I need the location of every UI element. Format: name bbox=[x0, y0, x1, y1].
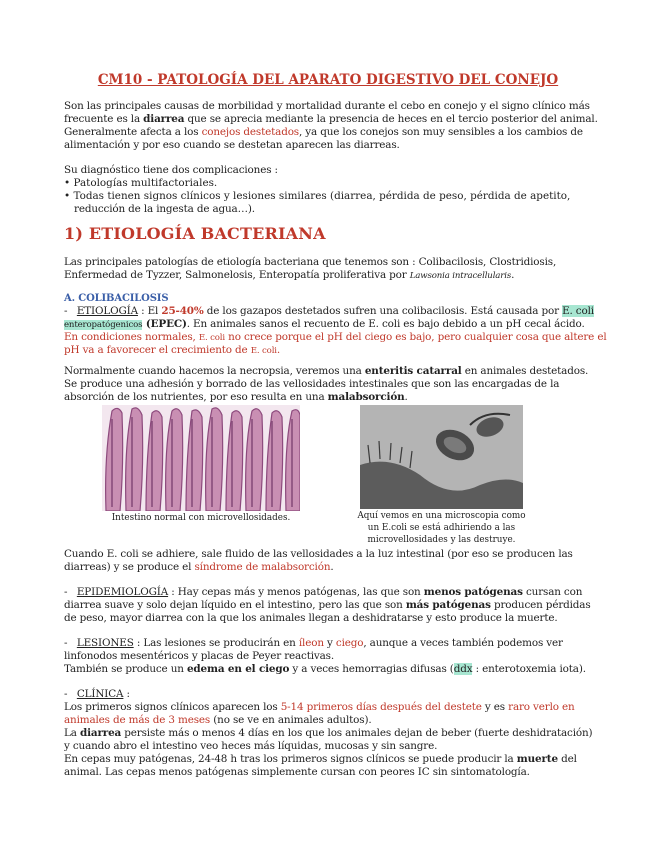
etiologia-line-3: En condiciones normales, E. coli no crece porque el pH del ciego es bajo, pero cualquier cosa que altere el bbox=[64, 331, 607, 343]
subsection-colibacilosis: A. COLIBACILOSIS bbox=[64, 293, 169, 304]
lesiones-line-1: - LESIONES : Las lesiones se producirán en íleon y ciego, aunque a veces también podemos ver bbox=[64, 637, 563, 649]
necropsia-line-2: Se produce una adhesión y borrado de las vellosidades intestinales que son las encargadas de la bbox=[64, 378, 560, 390]
lesiones-line-3: También se produce un edema en el ciego y a veces hemorragias difusas (ddx : enterotoxemia iota). bbox=[64, 663, 586, 675]
adhesion-line-1: Cuando E. coli se adhiere, sale fluido de las vellosidades a la luz intestinal (por eso se producen las bbox=[64, 548, 573, 560]
clinica-line-2: animales de más de 3 meses (no se ve en animales adultos). bbox=[64, 714, 372, 726]
etiologia-label: ETIOLOGÍA bbox=[76, 305, 138, 317]
etiologia-line-1: - ETIOLOGÍA : El 25-40% de los gazapos destetados sufren una colibacilosis. Está causada por E. coli bbox=[64, 305, 594, 317]
etiologia-line-4: pH va a favorecer el crecimiento de E. coli. bbox=[64, 344, 281, 356]
diagnosis-bullet-1: • Patologías multifactoriales. bbox=[64, 177, 218, 189]
intro-line-3: Generalmente afecta a los conejos destetados, ya que los conejos son muy sensibles a los cambios de bbox=[64, 126, 583, 138]
clinica-line-1: Los primeros signos clínicos aparecen los 5-14 primeros días después del destete y es raro verlo en bbox=[64, 701, 575, 713]
necropsia-line-1: Normalmente cuando hacemos la necropsia, veremos una enteritis catarral en animales destetados. bbox=[64, 365, 589, 377]
diagnosis-intro: Su diagnóstico tiene dos complicaciones : bbox=[64, 164, 278, 176]
figure-2-caption-1: Aquí vemos en una microscopia como bbox=[357, 511, 526, 521]
figure-2-caption-3: microvellosidades y las destruye. bbox=[367, 535, 516, 545]
intro-line-2: frecuente es la diarrea que se aprecia mediante la presencia de heces en el tercio posterior del animal. bbox=[64, 113, 598, 125]
intro-line-4: alimentación y por eso cuando se destetan aparecen las diarreas. bbox=[64, 139, 400, 151]
intro-line-1: Son las principales causas de morbilidad y mortalidad durante el cebo en conejo y el signo clínico más bbox=[64, 100, 590, 112]
diagnosis-bullet-2: • Todas tienen signos clínicos y lesiones similares (diarrea, pérdida de peso, pérdida de apetito, bbox=[64, 190, 571, 202]
section-heading-etiologia-bacteriana: 1) ETIOLOGÍA BACTERIANA bbox=[64, 224, 326, 243]
lesiones-label: LESIONES bbox=[76, 637, 134, 649]
etio-intro-line-1: Las principales patologías de etiología bacteriana que tenemos son : Colibacilosis, Clostridiosis, bbox=[64, 256, 557, 268]
epidemiologia-line-3: de peso, mayor diarrea con la que los animales llegan a deshidratarse y esto produce la muerte. bbox=[64, 612, 558, 624]
diagnosis-bullet-2-cont: reducción de la ingesta de agua…). bbox=[74, 203, 255, 215]
histology-villi-image bbox=[102, 405, 300, 511]
epidemiologia-label: EPIDEMIOLOGÍA bbox=[76, 586, 169, 598]
etio-intro-line-2: Enfermedad de Tyzzer, Salmonelosis, Enteropatía proliferativa por Lawsonia intracellularis. bbox=[64, 269, 515, 281]
clinica-heading: - CLÍNICA : bbox=[64, 688, 130, 700]
electron-microscopy-image bbox=[360, 405, 523, 509]
etiologia-line-2: enteropatógenicos (EPEC). En animales sanos el recuento de E. coli es bajo debido a un pH cecal ácido. bbox=[64, 318, 585, 330]
figure-2-caption-2: un E.coli se está adhiriendo a las bbox=[367, 523, 516, 533]
figure-1-caption: Intestino normal con microvellosidades. bbox=[111, 513, 291, 523]
epidemiologia-line-2: diarrea suave y solo dejan líquido en el intestino, pero las que son más patógenas producen pérdidas bbox=[64, 599, 591, 611]
clinica-line-5: En cepas muy patógenas, 24-48 h tras los primeros signos clínicos se puede producir la muerte del bbox=[64, 753, 577, 765]
adhesion-line-2: diarreas) y se produce el síndrome de malabsorción. bbox=[64, 561, 334, 573]
epidemiologia-line-1: - EPIDEMIOLOGÍA : Hay cepas más y menos patógenas, las que son menos patógenas cursan con bbox=[64, 586, 583, 598]
clinica-line-3: La diarrea persiste más o menos 4 días en los que los animales dejan de beber (fuerte deshidratación) bbox=[64, 727, 593, 739]
clinica-label: CLÍNICA bbox=[76, 688, 124, 700]
necropsia-line-3: absorción de los nutrientes, por eso resulta en una malabsorción. bbox=[64, 391, 408, 403]
clinica-line-6: animal. Las cepas menos patógenas simplemente cursan con peores IC sin sintomatología. bbox=[64, 766, 530, 778]
microscopy-illustration bbox=[360, 405, 523, 509]
villi-illustration bbox=[102, 405, 300, 511]
page-title: CM10 - PATOLOGÍA DEL APARATO DIGESTIVO DEL CONEJO bbox=[97, 72, 559, 88]
clinica-line-4: y cuando abro el intestino veo heces más líquidas, mucosas y sin sangre. bbox=[64, 740, 438, 752]
lesiones-line-2: linfonodos mesentéricos y placas de Peyer reactivas. bbox=[64, 650, 335, 662]
